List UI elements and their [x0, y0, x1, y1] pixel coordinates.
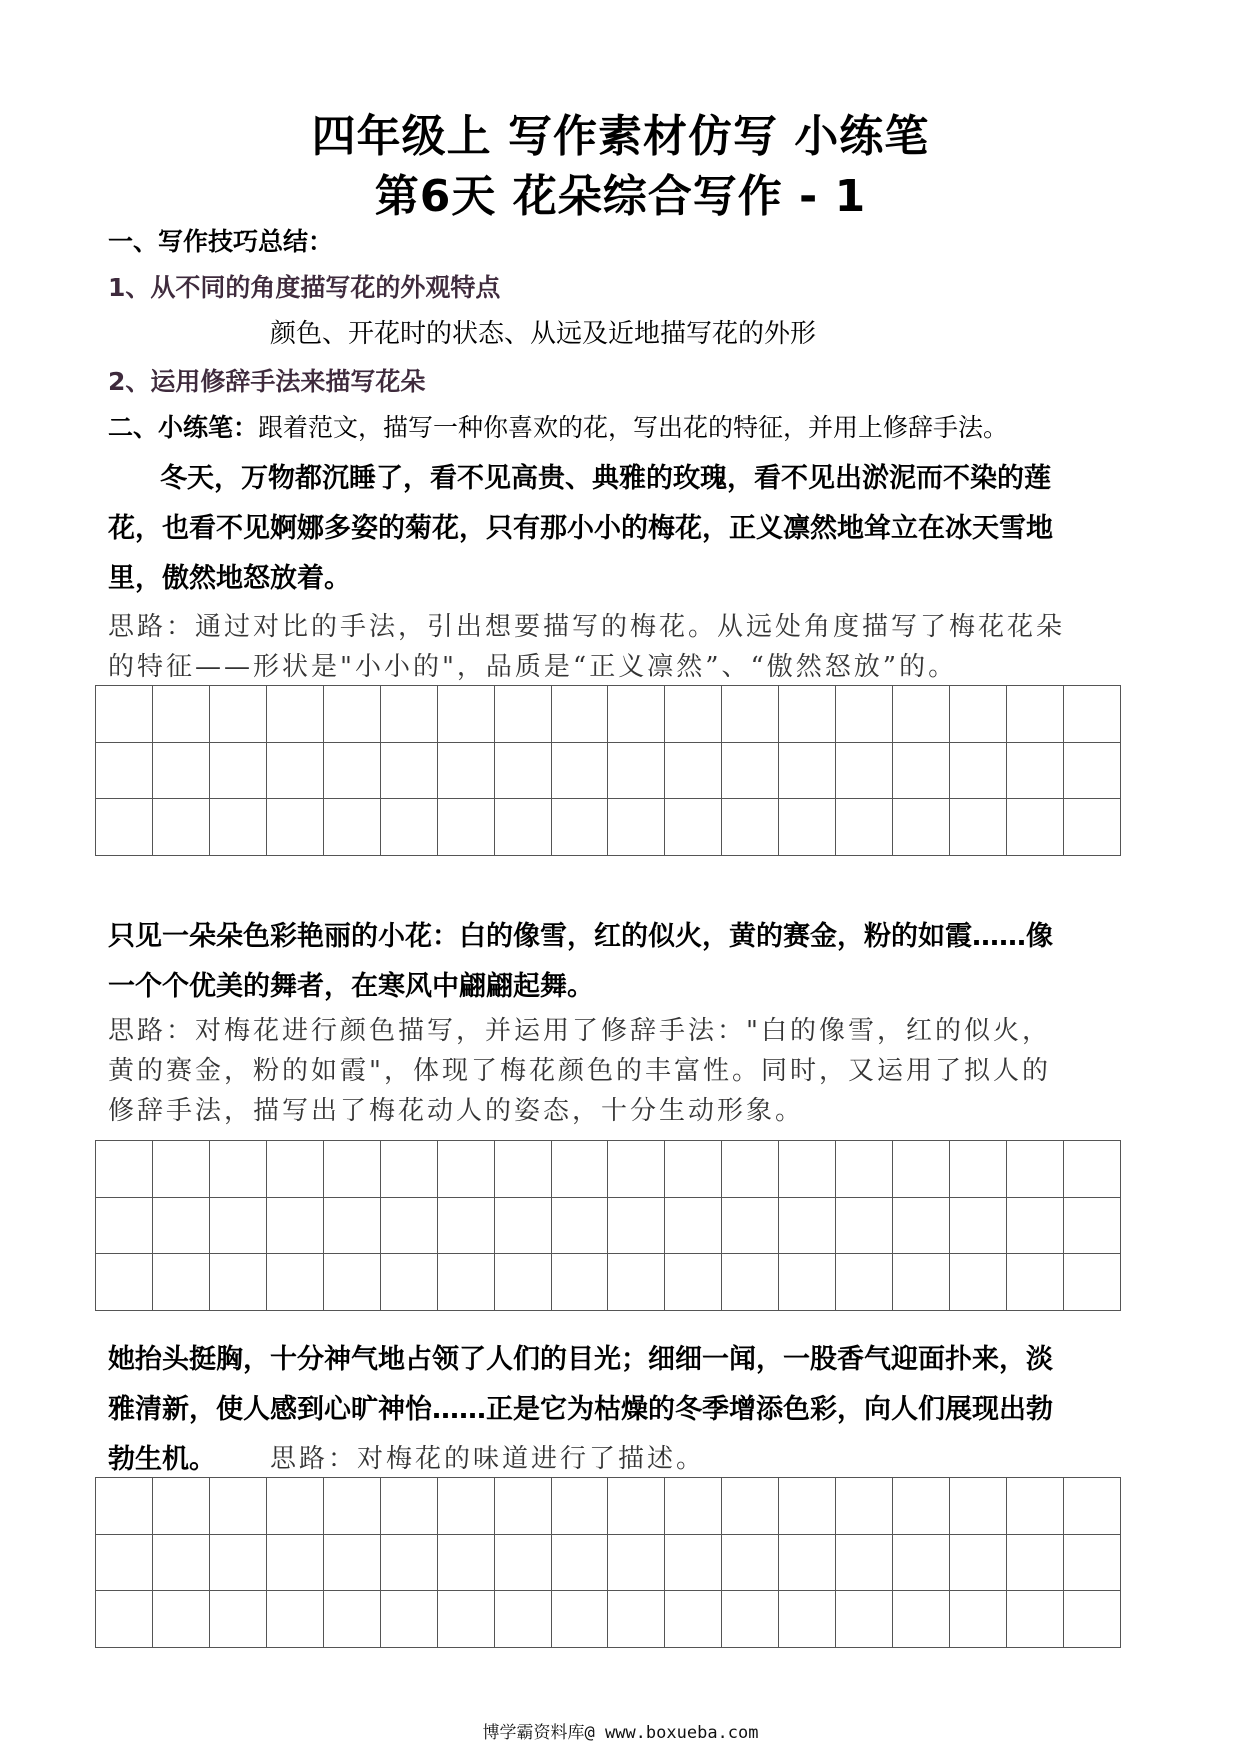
passage1-thought: 的特征——形状是"小小的"，品质是“正义凛然”、“傲然怒放”的。 — [108, 652, 958, 682]
grid-cell[interactable] — [893, 743, 950, 800]
grid-cell[interactable] — [381, 1478, 438, 1535]
grid-cell[interactable] — [950, 1254, 1007, 1311]
grid-cell[interactable] — [552, 743, 609, 800]
grid-cell[interactable] — [722, 1141, 779, 1198]
grid-cell[interactable] — [893, 1535, 950, 1592]
grid-cell[interactable] — [153, 1535, 210, 1592]
grid-cell[interactable] — [608, 1478, 665, 1535]
passage3-line: 勃生机。 — [108, 1444, 216, 1475]
passage2-thought: 修辞手法，描写出了梅花动人的姿态，十分生动形象。 — [108, 1096, 805, 1126]
grid-cell[interactable] — [722, 1478, 779, 1535]
passage1-line: 花，也看不见婀娜多姿的菊花，只有那小小的梅花，正义凛然地耸立在冰天雪地 — [108, 513, 1053, 544]
grid-cell[interactable] — [1064, 1198, 1121, 1255]
grid-cell[interactable] — [324, 1141, 381, 1198]
grid-cell[interactable] — [552, 1535, 609, 1592]
grid-cell[interactable] — [722, 1254, 779, 1311]
grid-cell[interactable] — [552, 1198, 609, 1255]
section2-line — [108, 408, 1008, 444]
passage3-thought: 思路：对梅花的味道进行了描述。 — [270, 1444, 706, 1474]
grid-cell[interactable] — [552, 1591, 609, 1648]
grid-cell[interactable] — [665, 1198, 722, 1255]
grid-cell[interactable] — [267, 1198, 324, 1255]
grid-cell[interactable] — [267, 1591, 324, 1648]
grid-cell[interactable] — [722, 1198, 779, 1255]
grid-cell[interactable] — [96, 1478, 153, 1535]
grid-cell[interactable] — [893, 799, 950, 856]
passage2-line: 只见一朵朵色彩艳丽的小花：白的像雪，红的似火，黄的赛金，粉的如霞……像 — [108, 921, 1053, 952]
grid-cell[interactable] — [608, 1198, 665, 1255]
grid-cell[interactable] — [438, 686, 495, 743]
grid-cell[interactable] — [210, 686, 267, 743]
grid-cell[interactable] — [1007, 743, 1064, 800]
grid-cell[interactable] — [495, 1141, 552, 1198]
grid-cell[interactable] — [836, 1198, 893, 1255]
grid-cell[interactable] — [1064, 1591, 1121, 1648]
grid-cell[interactable] — [324, 743, 381, 800]
grid-cell[interactable] — [779, 1478, 836, 1535]
grid-cell[interactable] — [779, 743, 836, 800]
grid-cell[interactable] — [153, 1254, 210, 1311]
passage1-line: 里，傲然地怒放着。 — [108, 563, 351, 594]
grid-cell[interactable] — [1064, 1478, 1121, 1535]
grid-cell[interactable] — [210, 1478, 267, 1535]
grid-cell[interactable] — [495, 743, 552, 800]
grid-cell[interactable] — [210, 799, 267, 856]
section1-point1: 1、从不同的角度描写花的外观特点 — [108, 273, 501, 302]
grid-cell[interactable] — [552, 686, 609, 743]
grid-cell[interactable] — [665, 1591, 722, 1648]
grid-cell[interactable] — [722, 686, 779, 743]
grid-cell[interactable] — [608, 1591, 665, 1648]
grid-cell[interactable] — [893, 1591, 950, 1648]
grid-cell[interactable] — [210, 1141, 267, 1198]
grid-cell[interactable] — [381, 799, 438, 856]
grid-cell[interactable] — [779, 1535, 836, 1592]
grid-cell[interactable] — [665, 1254, 722, 1311]
grid-cell[interactable] — [836, 1141, 893, 1198]
section1-heading: 一、写作技巧总结： — [108, 227, 334, 256]
grid-cell[interactable] — [665, 686, 722, 743]
grid-cell[interactable] — [779, 1591, 836, 1648]
grid-cell[interactable] — [665, 1141, 722, 1198]
passage3-line: 她抬头挺胸，十分神气地占领了人们的目光；细细一闻，一股香气迎面扑来，淡 — [108, 1344, 1053, 1375]
grid-cell[interactable] — [836, 1254, 893, 1311]
grid-cell[interactable] — [96, 1141, 153, 1198]
grid-cell[interactable] — [267, 799, 324, 856]
passage2-line: 一个个优美的舞者，在寒风中翩翩起舞。 — [108, 971, 594, 1002]
grid-cell[interactable] — [1064, 743, 1121, 800]
grid-cell[interactable] — [950, 1591, 1007, 1648]
grid-cell[interactable] — [438, 1254, 495, 1311]
page-title-line1: 四年级上 写作素材仿写 小练笔 — [311, 111, 930, 162]
grid-cell[interactable] — [381, 1141, 438, 1198]
grid-cell[interactable] — [836, 1535, 893, 1592]
grid-cell[interactable] — [438, 1591, 495, 1648]
grid-cell[interactable] — [779, 1198, 836, 1255]
grid-cell[interactable] — [779, 1254, 836, 1311]
grid-cell[interactable] — [96, 1591, 153, 1648]
grid-cell[interactable] — [722, 1591, 779, 1648]
grid-cell[interactable] — [153, 743, 210, 800]
grid-cell[interactable] — [495, 1254, 552, 1311]
grid-cell[interactable] — [495, 1198, 552, 1255]
grid-cell[interactable] — [495, 1535, 552, 1592]
grid-cell[interactable] — [210, 743, 267, 800]
grid-cell[interactable] — [438, 1198, 495, 1255]
grid-cell[interactable] — [96, 1254, 153, 1311]
grid-cell[interactable] — [495, 799, 552, 856]
grid-cell[interactable] — [381, 743, 438, 800]
grid-cell[interactable] — [893, 686, 950, 743]
grid-cell[interactable] — [608, 799, 665, 856]
grid-cell[interactable] — [153, 799, 210, 856]
grid-cell[interactable] — [495, 1591, 552, 1648]
grid-cell[interactable] — [893, 1478, 950, 1535]
grid-cell[interactable] — [438, 743, 495, 800]
grid-cell[interactable] — [893, 1141, 950, 1198]
grid-cell[interactable] — [608, 686, 665, 743]
grid-cell[interactable] — [665, 1535, 722, 1592]
section1-point2: 2、运用修辞手法来描写花朵 — [108, 367, 426, 396]
page-title-line2: 第6天 花朵综合写作 - 1 — [374, 171, 867, 222]
grid-cell[interactable] — [950, 1478, 1007, 1535]
grid-cell[interactable] — [153, 1591, 210, 1648]
grid-cell[interactable] — [324, 1535, 381, 1592]
grid-cell[interactable] — [438, 1478, 495, 1535]
writing-grid-1[interactable] — [95, 685, 1121, 856]
grid-cell[interactable] — [950, 799, 1007, 856]
grid-cell[interactable] — [96, 1198, 153, 1255]
grid-cell[interactable] — [324, 686, 381, 743]
grid-cell[interactable] — [1064, 1535, 1121, 1592]
grid-cell[interactable] — [608, 743, 665, 800]
grid-cell[interactable] — [950, 743, 1007, 800]
grid-cell[interactable] — [665, 1478, 722, 1535]
grid-cell[interactable] — [267, 1478, 324, 1535]
grid-cell[interactable] — [779, 1141, 836, 1198]
writing-grid-3[interactable] — [95, 1477, 1121, 1648]
grid-cell[interactable] — [210, 1254, 267, 1311]
grid-cell[interactable] — [1007, 1478, 1064, 1535]
section2-instruction: 跟着范文，描写一种你喜欢的花，写出花的特征，并用上修辞手法。 — [258, 413, 1009, 442]
grid-cell[interactable] — [1007, 1591, 1064, 1648]
grid-cell[interactable] — [210, 1535, 267, 1592]
grid-cell[interactable] — [324, 799, 381, 856]
grid-cell[interactable] — [324, 1254, 381, 1311]
grid-cell[interactable] — [552, 1478, 609, 1535]
grid-cell[interactable] — [722, 1535, 779, 1592]
grid-cell[interactable] — [1007, 1254, 1064, 1311]
grid-cell[interactable] — [324, 1198, 381, 1255]
passage2-thought: 思路：对梅花进行颜色描写，并运用了修辞手法："白的像雪，红的似火， — [108, 1016, 1051, 1046]
grid-cell[interactable] — [324, 1591, 381, 1648]
grid-cell[interactable] — [722, 799, 779, 856]
grid-cell[interactable] — [1064, 799, 1121, 856]
passage1-thought: 思路：通过对比的手法，引出想要描写的梅花。从远处角度描写了梅花花朵 — [108, 612, 1066, 642]
grid-cell[interactable] — [1064, 1141, 1121, 1198]
grid-cell[interactable] — [267, 1254, 324, 1311]
grid-cell[interactable] — [1007, 799, 1064, 856]
passage3-line: 雅清新，使人感到心旷神怡……正是它为枯燥的冬季增添色彩，向人们展现出勃 — [108, 1394, 1053, 1425]
grid-cell[interactable] — [552, 1254, 609, 1311]
grid-cell[interactable] — [722, 743, 779, 800]
grid-cell[interactable] — [836, 1591, 893, 1648]
grid-cell[interactable] — [438, 1141, 495, 1198]
grid-cell[interactable] — [1007, 686, 1064, 743]
grid-cell[interactable] — [96, 686, 153, 743]
grid-cell[interactable] — [608, 1141, 665, 1198]
grid-cell[interactable] — [210, 1591, 267, 1648]
grid-cell[interactable] — [893, 1254, 950, 1311]
grid-cell[interactable] — [495, 1478, 552, 1535]
grid-cell[interactable] — [381, 1254, 438, 1311]
grid-cell[interactable] — [381, 1535, 438, 1592]
footer-watermark: 博学霸资料库@ www.boxueba.com — [482, 1723, 759, 1743]
grid-cell[interactable] — [96, 1535, 153, 1592]
grid-cell[interactable] — [153, 1478, 210, 1535]
grid-cell[interactable] — [438, 799, 495, 856]
grid-cell[interactable] — [1064, 1254, 1121, 1311]
grid-cell[interactable] — [608, 1535, 665, 1592]
grid-cell[interactable] — [153, 1141, 210, 1198]
grid-cell[interactable] — [1007, 1141, 1064, 1198]
grid-cell[interactable] — [836, 686, 893, 743]
grid-cell[interactable] — [324, 1478, 381, 1535]
grid-cell[interactable] — [950, 1198, 1007, 1255]
grid-cell[interactable] — [96, 799, 153, 856]
grid-cell[interactable] — [950, 1141, 1007, 1198]
grid-cell[interactable] — [950, 686, 1007, 743]
grid-cell[interactable] — [267, 1141, 324, 1198]
grid-cell[interactable] — [210, 1198, 267, 1255]
passage2-thought: 黄的赛金，粉的如霞"，体现了梅花颜色的丰富性。同时，又运用了拟人的 — [108, 1056, 1051, 1086]
grid-cell[interactable] — [1007, 1535, 1064, 1592]
section1-point1-detail: 颜色、开花时的状态、从远及近地描写花的外形 — [270, 319, 817, 349]
grid-cell[interactable] — [153, 1198, 210, 1255]
grid-cell[interactable] — [381, 686, 438, 743]
grid-cell[interactable] — [665, 743, 722, 800]
grid-cell[interactable] — [779, 686, 836, 743]
passage1-line: 冬天，万物都沉睡了，看不见高贵、典雅的玫瑰，看不见出淤泥而不染的莲 — [160, 463, 1051, 494]
grid-cell[interactable] — [665, 799, 722, 856]
grid-cell[interactable] — [779, 799, 836, 856]
grid-cell[interactable] — [267, 743, 324, 800]
grid-cell[interactable] — [836, 743, 893, 800]
grid-cell[interactable] — [495, 686, 552, 743]
grid-cell[interactable] — [267, 686, 324, 743]
grid-cell[interactable] — [950, 1535, 1007, 1592]
grid-cell[interactable] — [1064, 686, 1121, 743]
grid-cell[interactable] — [836, 799, 893, 856]
grid-cell[interactable] — [552, 1141, 609, 1198]
grid-cell[interactable] — [608, 1254, 665, 1311]
grid-cell[interactable] — [381, 1591, 438, 1648]
writing-grid-2[interactable] — [95, 1140, 1121, 1311]
grid-cell[interactable] — [381, 1198, 438, 1255]
grid-cell[interactable] — [552, 799, 609, 856]
section2-label: 二、小练笔： — [108, 413, 259, 442]
grid-cell[interactable] — [96, 743, 153, 800]
grid-cell[interactable] — [1007, 1198, 1064, 1255]
grid-cell[interactable] — [893, 1198, 950, 1255]
grid-cell[interactable] — [438, 1535, 495, 1592]
grid-cell[interactable] — [153, 686, 210, 743]
grid-cell[interactable] — [836, 1478, 893, 1535]
grid-cell[interactable] — [267, 1535, 324, 1592]
